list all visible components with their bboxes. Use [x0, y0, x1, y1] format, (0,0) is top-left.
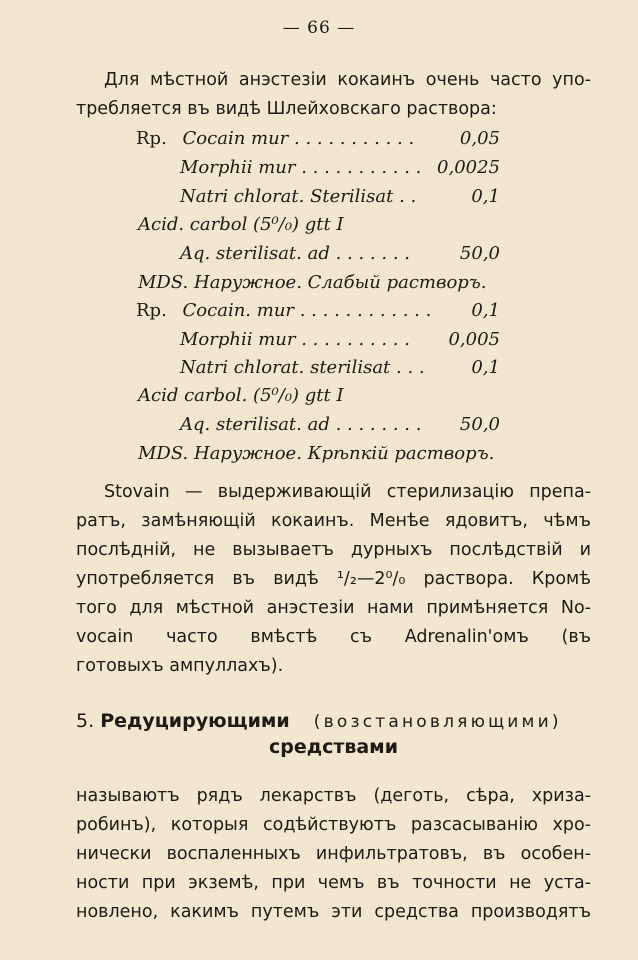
ingredient-dose: 0,0025 [437, 157, 500, 178]
ingredient-name: Morphii mur [180, 157, 296, 178]
leader-dots: . . . . . . . . . . . . [294, 300, 432, 321]
ingredient-name: Aq. sterilisat. ad [180, 414, 330, 435]
heading-line-2: средствами [268, 736, 399, 758]
recipe-line [138, 385, 344, 406]
recipe-line [138, 214, 344, 235]
ingredient-name: Aq. sterilisat. ad [180, 243, 330, 264]
recipe-line [180, 414, 421, 435]
text-line: требляется въ видѣ Шлейховскаго раствора: [76, 99, 497, 119]
text-line: Для мѣстной анэстезіи кокаинъ очень часто упо- [104, 70, 591, 90]
ingredient-dose: 0,05 [459, 128, 500, 149]
text-line: Stovain — выдерживающій стерилизацію препа- [104, 482, 591, 502]
recipe-line [136, 128, 414, 149]
intro-paragraph [76, 66, 591, 124]
recipe-line [180, 329, 410, 350]
leader-dots: . . . . . . . [329, 243, 410, 264]
recipe-signa [138, 272, 487, 293]
ingredient-dose: 50,0 [459, 414, 500, 435]
ingredient-name: Acid. carbol (5⁰/₀) gtt I [138, 214, 344, 235]
section-number: 5. [76, 710, 95, 732]
text-line: робинъ), которыя содѣйствуютъ разсасыванію хро- [76, 815, 591, 835]
recipe-line [180, 157, 421, 178]
leader-dots: . . . . . . . . . . . [295, 157, 422, 178]
recipe-line [180, 186, 416, 207]
section-parenthetical: (возстановляющими) [313, 712, 562, 732]
section-title: Редуцирующими [100, 710, 290, 732]
text-line: новлено, какимъ путемъ эти средства производятъ [76, 902, 591, 922]
signa-text: MDS. Наружное. Слабый растворъ. [138, 272, 487, 293]
text-line: ности при экземѣ, при чемъ въ точности не уста- [76, 873, 591, 893]
signa-text: MDS. Наружное. Крѣпкій растворъ. [138, 443, 495, 464]
final-paragraph [76, 782, 591, 927]
text-line: того для мѣстной анэстезіи нами примѣняется Nо- [76, 598, 591, 618]
ingredient-name: Natri chlorat. Sterilisat [180, 186, 394, 207]
leader-dots: . . . [390, 357, 425, 378]
heading-line-1 [76, 710, 591, 732]
ingredient-name: Morphii mur [180, 329, 296, 350]
text-line: послѣдній, не вызываетъ дурныхъ послѣдствій и [76, 540, 591, 560]
text-line: нически воспаленныхъ инфильтратовъ, въ особен- [76, 844, 591, 864]
ingredient-dose: 0,005 [448, 329, 500, 350]
page-number: — 66 — [282, 18, 356, 38]
ingredient-name: Cocain. mur [182, 300, 295, 321]
leader-dots: . . [393, 186, 417, 207]
text-line: vocain часто вмѣстѣ съ Adrenalin'омъ (въ [76, 627, 591, 647]
recipe-line [180, 357, 425, 378]
ingredient-dose: 0,1 [471, 186, 500, 207]
section-heading [76, 710, 591, 758]
recipe-line [136, 300, 431, 321]
rp-label: Rp. [136, 128, 167, 149]
ingredient-dose: 50,0 [459, 243, 500, 264]
leader-dots: . . . . . . . . . . [295, 329, 410, 350]
leader-dots: . . . . . . . . . . . [288, 128, 415, 149]
rp-label: Rp. [136, 300, 167, 321]
ingredient-dose: 0,1 [471, 357, 500, 378]
recipe-line [180, 243, 410, 264]
ingredient-name: Acid carbol. (5⁰/₀) gtt I [138, 385, 344, 406]
recipe-signa [138, 443, 494, 464]
text-line: ратъ, замѣняющій кокаинъ. Менѣе ядовитъ, чѣмъ [76, 511, 591, 531]
stovain-paragraph [76, 478, 591, 681]
ingredient-dose: 0,1 [471, 300, 500, 321]
text-line: употребляется въ видѣ ¹/₂—2⁰/₀ раствора. Кромѣ [76, 569, 591, 589]
text-line: называютъ рядъ лекарствъ (деготь, сѣра, хриза- [76, 786, 591, 806]
text-line: готовыхъ ампуллахъ). [76, 656, 284, 676]
ingredient-name: Cocain mur [182, 128, 289, 149]
ingredient-name: Natri chlorat. sterilisat [180, 357, 391, 378]
leader-dots: . . . . . . . . [329, 414, 422, 435]
